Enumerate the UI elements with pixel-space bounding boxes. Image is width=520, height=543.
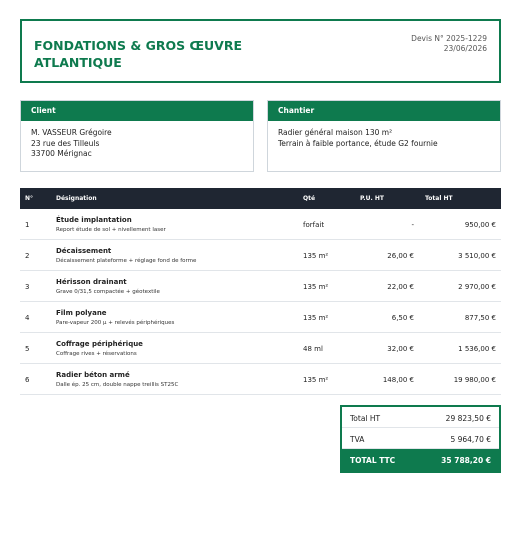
row-desc: Pare-vapeur 200 µ + relevés périphériques <box>56 320 175 326</box>
row-title: Décaissement <box>56 247 112 255</box>
total-ttc-value: 35 788,20 € <box>441 456 491 465</box>
total-ht-label: Total HT <box>350 414 381 423</box>
row-total: 3 510,00 € <box>458 252 496 260</box>
table-header <box>20 188 501 209</box>
total-ttc-label: TOTAL TTC <box>350 456 396 465</box>
row-total: 2 970,00 € <box>458 283 496 291</box>
quote-table <box>20 188 501 395</box>
totals-box <box>340 405 501 473</box>
tva-row <box>342 428 499 449</box>
quote-number: Devis N° 2025-1229 <box>411 34 487 43</box>
row-qty: 135 m² <box>303 283 329 291</box>
header-total: Total HT <box>425 195 453 202</box>
client-panel-body <box>21 121 253 167</box>
row-num: 6 <box>25 376 30 384</box>
row-pu: 6,50 € <box>391 314 414 322</box>
row-pu: 26,00 € <box>387 252 414 260</box>
client-street: 23 rue des Tilleuls <box>31 138 100 148</box>
row-title: Hérisson drainant <box>56 278 127 286</box>
row-qty: 135 m² <box>303 376 329 384</box>
row-total: 950,00 € <box>464 221 496 229</box>
company-name-line2: ATLANTIQUE <box>34 55 122 70</box>
table-row <box>20 240 501 271</box>
chantier-panel-body <box>268 121 500 156</box>
row-pu: 32,00 € <box>387 345 414 353</box>
quote-date: 23/06/2026 <box>443 44 487 53</box>
chantier-line2: Terrain à faible portance, étude G2 fournie <box>278 138 438 148</box>
total-ht-row <box>342 407 499 428</box>
row-qty: 135 m² <box>303 252 329 260</box>
row-desc: Dalle ép. 25 cm, double nappe treillis ST25C <box>56 382 179 388</box>
client-panel-title: Client <box>21 101 253 121</box>
table-body <box>20 209 501 395</box>
row-qty: 48 ml <box>303 345 323 353</box>
chantier-panel-title: Chantier <box>268 101 500 121</box>
header-designation: Désignation <box>56 195 97 202</box>
table-row <box>20 333 501 364</box>
row-title: Radier béton armé <box>56 371 130 379</box>
row-title: Film polyane <box>56 309 107 317</box>
row-desc: Report étude de sol + nivellement laser <box>56 227 166 233</box>
table-row <box>20 302 501 333</box>
table-row <box>20 271 501 302</box>
company-name <box>34 37 294 71</box>
row-total: 1 536,00 € <box>458 345 496 353</box>
row-num: 4 <box>25 314 30 322</box>
row-num: 2 <box>25 252 30 260</box>
company-name-line1: FONDATIONS & GROS ŒUVRE <box>34 38 243 53</box>
client-name: M. VASSEUR Grégoire <box>31 128 112 137</box>
row-title: Coffrage périphérique <box>56 340 143 348</box>
total-ht-value: 29 823,50 € <box>445 414 491 423</box>
row-pu: - <box>411 221 414 229</box>
row-pu: 22,00 € <box>387 283 414 291</box>
row-qty: forfait <box>303 221 325 229</box>
row-title: Étude implantation <box>56 216 132 224</box>
row-num: 3 <box>25 283 30 291</box>
row-num: 5 <box>25 345 30 353</box>
table-row <box>20 364 501 395</box>
tva-label: TVA <box>350 435 365 444</box>
header-num: N° <box>25 195 34 202</box>
chantier-panel <box>267 100 501 172</box>
header-qty: Qté <box>303 195 316 202</box>
quote-info <box>411 34 487 54</box>
row-num: 1 <box>25 221 30 229</box>
client-city: 33700 Mérignac <box>31 149 92 158</box>
table-row <box>20 209 501 240</box>
row-desc: Coffrage rives + réservations <box>56 351 137 357</box>
row-desc: Grave 0/31,5 compactée + géotextile <box>56 289 160 295</box>
total-ttc-row <box>342 449 499 471</box>
header-pu: P.U. HT <box>360 195 384 202</box>
tva-value: 5 964,70 € <box>450 435 491 444</box>
document-header <box>20 19 501 83</box>
row-pu: 148,00 € <box>382 376 414 384</box>
row-qty: 135 m² <box>303 314 329 322</box>
row-desc: Décaissement plateforme + réglage fond de forme <box>56 258 197 264</box>
client-panel <box>20 100 254 172</box>
row-total: 19 980,00 € <box>453 376 496 384</box>
row-total: 877,50 € <box>464 314 496 322</box>
chantier-line1: Radier général maison 130 m² <box>278 128 393 137</box>
